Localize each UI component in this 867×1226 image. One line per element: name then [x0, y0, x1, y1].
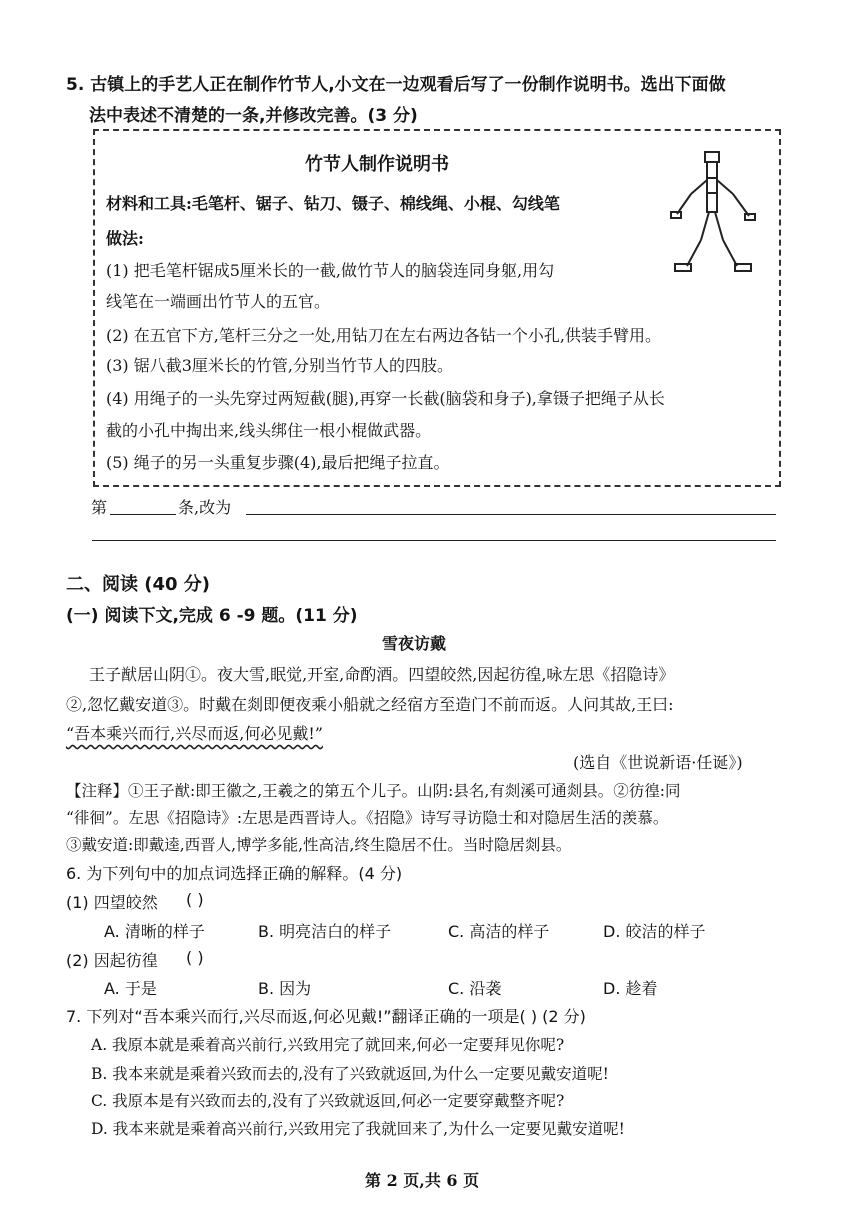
notes-line1: 【注释】①王子猷:即王徽之,王羲之的第五个儿子。山阴:县名,有剡溪可通剡县。②彷徨:同 — [66, 782, 681, 800]
q7-option-b[interactable]: B. 我本来就是乘着兴致而去的,没有了兴致就返回,为什么一定要见戴安道呢! — [91, 1065, 609, 1083]
q6-sub2-label: (2) 因起彷徨 — [66, 951, 158, 970]
q6-sub1-option-d[interactable]: D. 皎洁的样子 — [603, 922, 706, 941]
passage-p1: 王子猷居山阴①。夜大雪,眠觉,开室,命酌酒。四望皎然,因起彷徨,咏左思《招隐诗》 — [89, 665, 675, 684]
manual-step4a: (4) 用绳子的一头先穿过两短截(腿),再穿一长截(脑袋和身子),拿镊子把绳子从长 — [106, 389, 665, 408]
q6-sub1-option-a[interactable]: A. 清晰的样子 — [104, 922, 205, 941]
answer-blank-revision[interactable] — [246, 514, 776, 515]
notes-line3: ③戴安道:即戴逵,西晋人,博学多能,性高洁,终生隐居不仕。当时隐居剡县。 — [66, 836, 572, 854]
q6-stem: 6. 为下列句中的加点词选择正确的解释。(4 分) — [66, 864, 403, 883]
passage-p2: ②,忽忆戴安道③。时戴在剡即便夜乘小船就之经宿方至造门不前而返。人问其故,王曰: — [66, 695, 674, 714]
q6-sub1-answer-paren[interactable]: ( ) — [186, 890, 204, 909]
q6-sub1-option-b[interactable]: B. 明亮洁白的样子 — [258, 922, 392, 941]
q6-sub2-option-c[interactable]: C. 沿袭 — [448, 979, 502, 998]
section2-sub1: (一) 阅读下文,完成 6 -9 题。(11 分) — [66, 606, 358, 626]
manual-method-label: 做法: — [106, 229, 144, 248]
q7-stem: 7. 下列对“吾本乘兴而行,兴尽而返,何必见戴!”翻译正确的一项是( ) (2 分) — [66, 1007, 586, 1026]
q6-sub1-option-c[interactable]: C. 高洁的样子 — [448, 922, 550, 941]
q6-sub2-option-b[interactable]: B. 因为 — [258, 979, 312, 998]
q7-option-a[interactable]: A. 我原本就是乘着高兴前行,兴致用完了就回来,何必一定要拜见你呢? — [91, 1036, 565, 1054]
answer-prefix: 第 — [91, 498, 108, 517]
manual-title: 竹节人制作说明书 — [305, 154, 449, 175]
manual-step1a: (1) 把毛笔杆锯成5厘米长的一截,做竹节人的脑袋连同身躯,用勾 — [106, 261, 555, 280]
manual-step3: (3) 锯八截3厘米长的竹管,分别当竹节人的四肢。 — [106, 356, 454, 375]
q7-option-c[interactable]: C. 我原本是有兴致而去的,没有了兴致就返回,何必一定要穿戴整齐呢? — [91, 1092, 565, 1110]
passage-source: (选自《世说新语·任诞》) — [573, 753, 743, 772]
q6-sub1-label: (1) 四望皎然 — [66, 893, 158, 912]
passage-p3: “吾本乘兴而行,兴尽而返,何必见戴!” — [66, 724, 323, 743]
manual-step4b: 截的小孔中掏出来,线头绑住一根小棍做武器。 — [106, 421, 432, 440]
q7-option-d[interactable]: D. 我本来就是乘着高兴前行,兴致用完了我就回来了,为什么一定要见戴安道呢! — [91, 1120, 625, 1138]
notes-line2: “徘徊”。左思《招隐诗》:左思是西晋诗人。《招隐》诗写寻访隐士和对隐居生活的羡慕。 — [66, 809, 669, 827]
bamboo-figure-illustration — [665, 148, 770, 280]
manual-step2: (2) 在五官下方,笔杆三分之一处,用钻刀在左右两边各钻一个小孔,供装手臂用。 — [106, 326, 662, 345]
q6-sub2-answer-paren[interactable]: ( ) — [186, 948, 204, 967]
q6-sub2-option-d[interactable]: D. 趁着 — [603, 979, 658, 998]
manual-materials: 材料和工具:毛笔杆、锯子、钻刀、镊子、棉线绳、小棍、勾线笔 — [106, 194, 560, 213]
answer-blank-line2[interactable] — [92, 540, 776, 541]
q6-sub2-option-a[interactable]: A. 于是 — [104, 979, 157, 998]
manual-step1b: 线笔在一端画出竹节人的五官。 — [106, 292, 331, 311]
page-footer: 第 2 页,共 6 页 — [365, 1171, 480, 1190]
answer-blank-number[interactable] — [110, 514, 176, 515]
section2-title: 二、阅读 (40 分) — [66, 574, 211, 595]
answer-middle: 条,改为 — [178, 498, 232, 517]
passage-title: 雪夜访戴 — [382, 634, 447, 653]
q5-line2: 法中表述不清楚的一条,并修改完善。(3 分) — [89, 106, 418, 126]
manual-step5: (5) 绳子的另一头重复步骤(4),最后把绳子拉直。 — [106, 453, 450, 472]
q5-line1: 5. 古镇上的手艺人正在制作竹节人,小文在一边观看后写了一份制作说明书。选出下面做 — [66, 75, 726, 95]
